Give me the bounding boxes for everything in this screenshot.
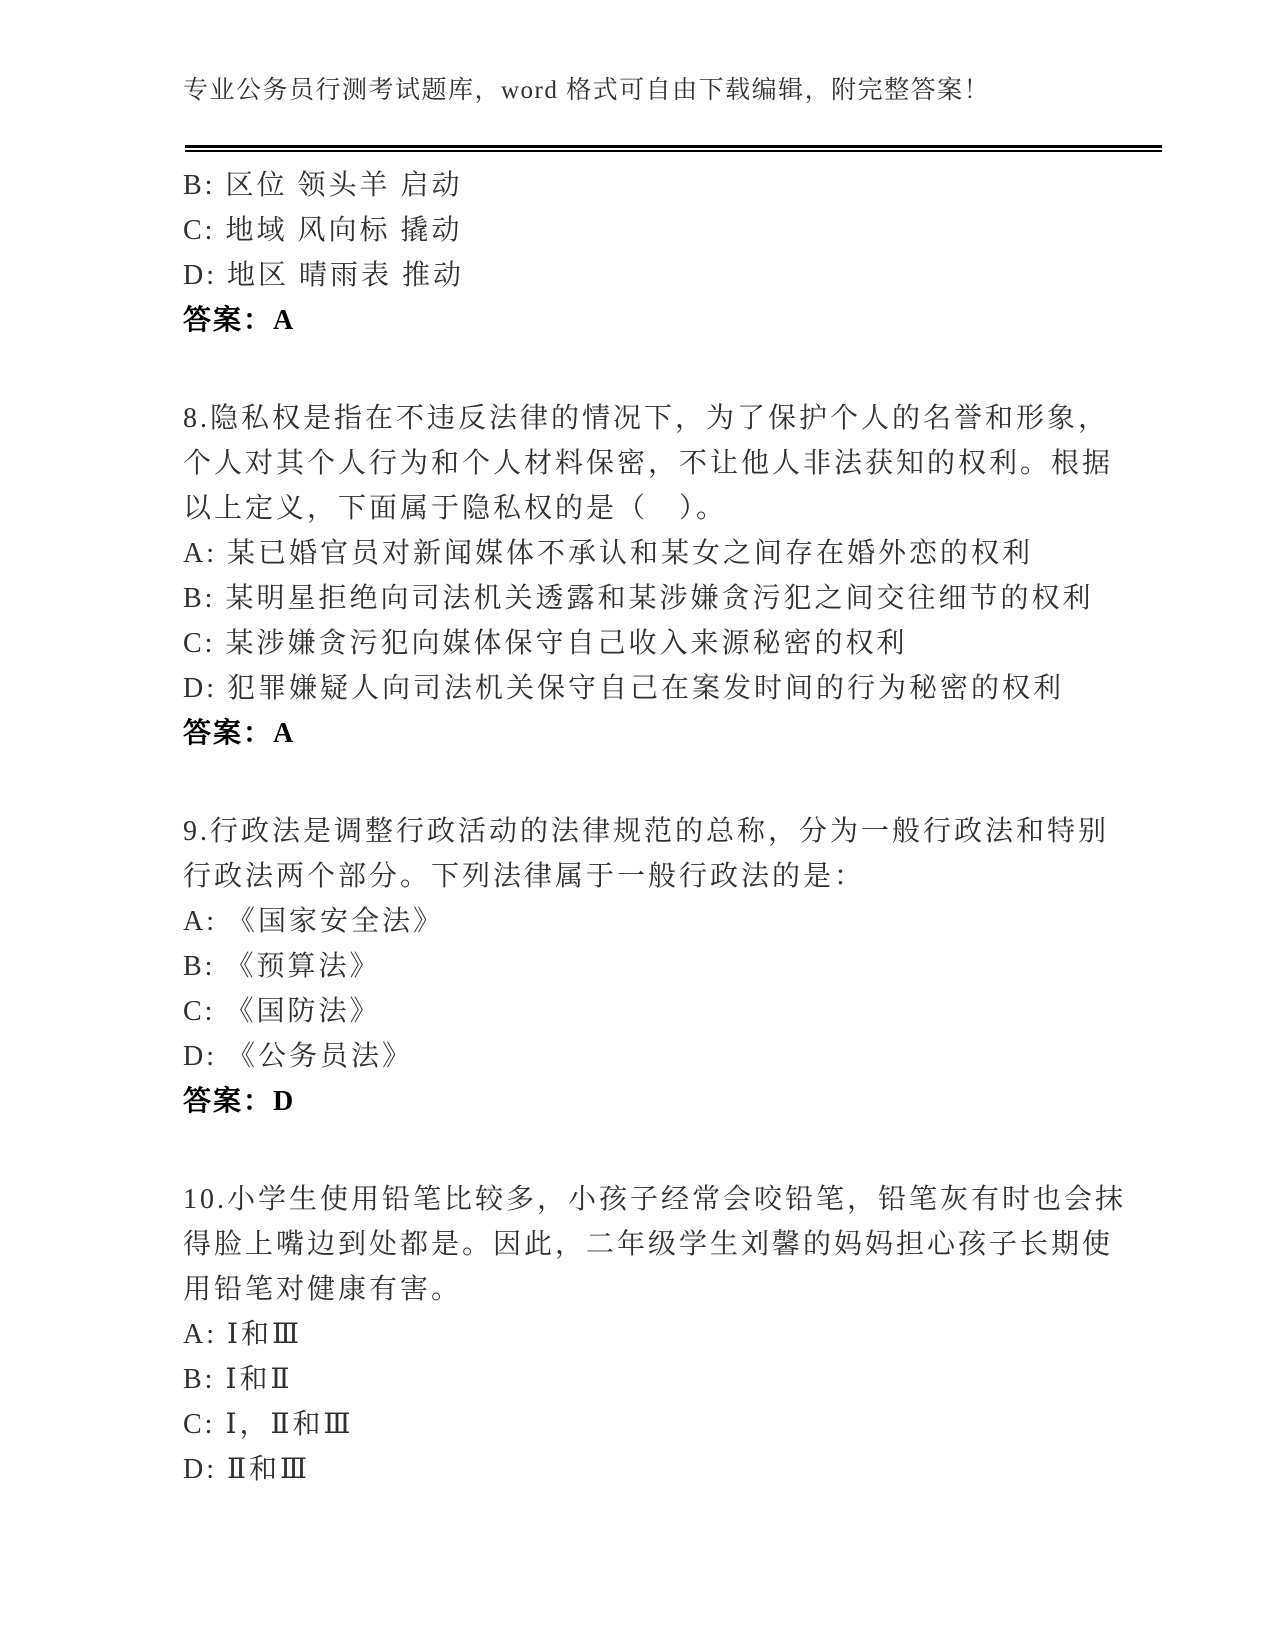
question-7-option-b: B: 区位 领头羊 启动 (183, 170, 463, 201)
question-10-option-a: A: Ⅰ和Ⅲ (183, 1319, 303, 1350)
question-8-stem-line-2: 个人对其个人行为和个人材料保密，不让他人非法获知的权利。根据 (183, 448, 1114, 479)
question-8-answer: 答案：A (183, 718, 296, 749)
question-10-block (183, 1177, 1168, 1492)
question-8-block (183, 396, 1168, 756)
question-9-option-d: D: 《公务员法》 (183, 1041, 414, 1072)
question-7-block (183, 163, 1168, 343)
question-9-block (183, 809, 1168, 1124)
question-10-stem-line-3: 用铅笔对健康有害。 (183, 1274, 463, 1305)
question-8-stem-line-1: 8.隐私权是指在不违反法律的情况下，为了保护个人的名誉和形象， (183, 403, 1110, 434)
divider-line-thin (185, 150, 1162, 152)
question-10-option-b: B: Ⅰ和Ⅱ (183, 1364, 293, 1395)
document-body (183, 163, 1168, 1492)
question-8-stem-line-3: 以上定义，下面属于隐私权的是（ ）。 (183, 493, 728, 524)
question-7-option-c: C: 地域 风向标 撬动 (183, 215, 463, 246)
question-7-answer: 答案：A (183, 305, 296, 336)
header-note: 专业公务员行测考试题库，word 格式可自由下载编辑，附完整答案！ (183, 77, 991, 104)
question-8-option-b: B: 某明星拒绝向司法机关透露和某涉嫌贪污犯之间交往细节的权利 (183, 583, 1094, 614)
divider-line-thick (185, 145, 1162, 148)
question-9-option-b: B: 《预算法》 (183, 951, 381, 982)
question-8-option-c: C: 某涉嫌贪污犯向媒体保守自己收入来源秘密的权利 (183, 628, 908, 659)
question-8-option-d: D: 犯罪嫌疑人向司法机关保守自己在案发时间的行为秘密的权利 (183, 673, 1065, 704)
question-9-answer: 答案：D (183, 1086, 296, 1117)
header-divider (185, 145, 1162, 152)
question-10-stem-line-1: 10.小学生使用铅笔比较多，小孩子经常会咬铅笔，铅笔灰有时也会抹 (183, 1184, 1127, 1215)
question-9-stem-line-2: 行政法两个部分。下列法律属于一般行政法的是： (183, 861, 866, 892)
question-9-option-c: C: 《国防法》 (183, 996, 381, 1027)
question-10-option-d: D: Ⅱ和Ⅲ (183, 1454, 311, 1485)
question-9-stem-line-1: 9.行政法是调整行政活动的法律规范的总称，分为一般行政法和特别 (183, 816, 1110, 847)
question-9-option-a: A: 《国家安全法》 (183, 906, 445, 937)
question-10-option-c: C: Ⅰ，Ⅱ和Ⅲ (183, 1409, 354, 1440)
question-7-option-d: D: 地区 晴雨表 推动 (183, 260, 465, 291)
question-8-option-a: A: 某已婚官员对新闻媒体不承认和某女之间存在婚外恋的权利 (183, 538, 1034, 569)
question-10-stem-line-2: 得脸上嘴边到处都是。因此，二年级学生刘馨的妈妈担心孩子长期使 (183, 1229, 1114, 1260)
